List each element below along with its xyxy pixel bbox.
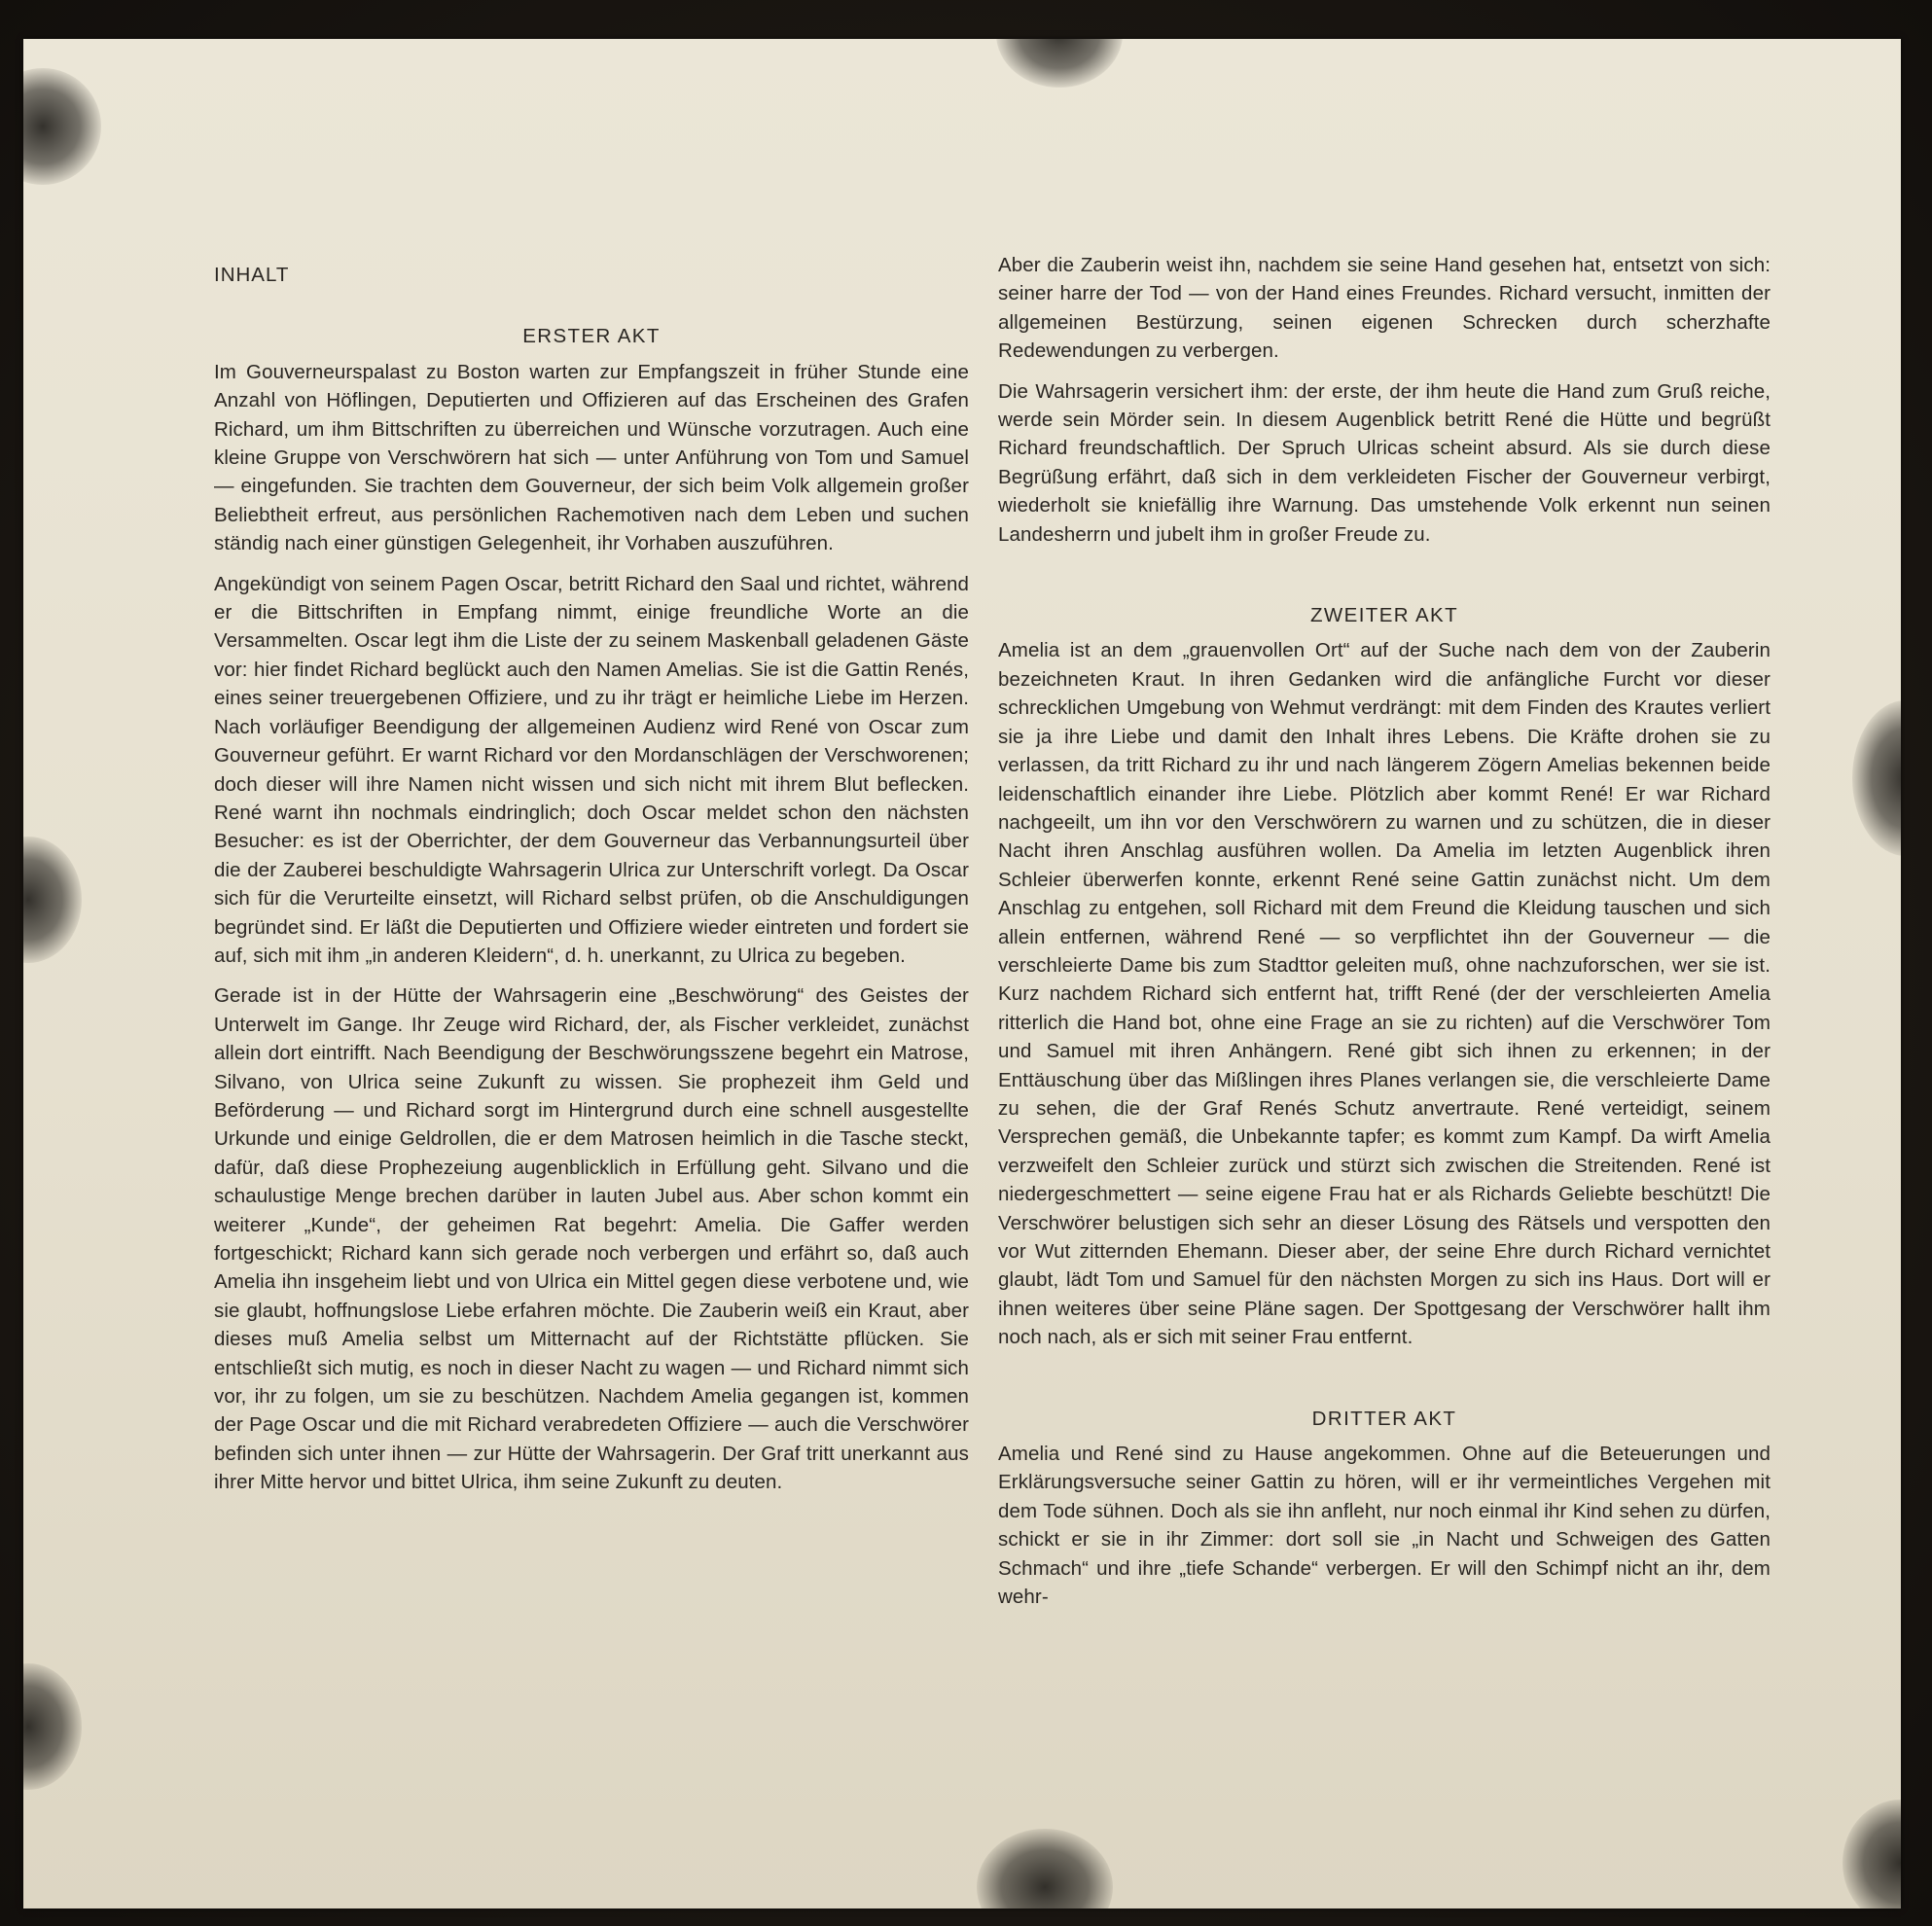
pin-shadow — [1852, 700, 1901, 856]
pin-shadow — [23, 1663, 82, 1790]
spacer — [998, 560, 1771, 601]
spacer — [998, 1364, 1771, 1405]
act-1-paragraph-2: Angekündigt von seinem Pagen Oscar, betritt Richard den Saal und richtet, während er die Bittschriften in Empfang nimmt, einige freundliche Worte an die Versammelten. Oscar legt ihm die Liste der zu seinem Maskenball geladenen Gäste vor: hier findet Richard beglückt auch den Namen Amelias. Sie ist die Gattin Renés, eines seiner treuergebenen Offiziere, und zu ihr trägt er heimliche Liebe im Herzen. Nach vorläufiger Beendigung der allgemeinen Audienz wird René von Oscar zum Gouverneur geführt. Er warnt Richard vor den Mordanschlägen der Verschworenen; doch dieser will ihre Namen nicht wissen und sich nicht mit ihrem Blut beflecken. René warnt ihn nochmals eindringlich; doch Oscar meldet schon den nächsten Besucher: es ist der Oberrichter, der dem Gouverneur das Verbannungsurteil über die der Zauberei beschuldigte Wahrsagerin Ulrica zur Unterschrift vorlegt. Da Oscar sich für die Verurteilte einsetzt, will Richard selbst prüfen, ob die Anschuldigungen begründet sind. Er läßt die Deputierten und Offiziere wieder eintreten und fordert sie auf, sich mit ihm „in anderen Kleidern“, d. h. unerkannt, zu Ulrica zu begeben. — [214, 572, 969, 967]
act-1-paragraph-4: Aber die Zauberin weist ihn, nachdem sie seine Hand gesehen hat, entsetzt von sich: seiner harre der Tod — von der Hand eines Freundes. Richard versucht, inmitten der allgemeinen Bestürzung, seinen eigenen Schrecken durch scherzhafte Redewendungen zu verbergen. — [998, 254, 1771, 363]
act-2-paragraph-1: Amelia ist an dem „grauenvollen Ort“ auf der Suche nach dem von der Zauberin bezeichneten Kraut. In ihren Gedanken wird die anfängliche Furcht vor dieser schrecklichen Umgebung von Wehmut verdrängt: mit dem Finden des Krautes verliert sie ja ihre Liebe und damit den Inhalt ihres Lebens. Die Kräfte drohen sie zu verlassen, da tritt Richard zu ihr und nach längerem Zögern Amelias bekennen beide leidenschaftlich einander ihre Liebe. Plötzlich aber kommt René! Er war Richard nachgeeilt, um ihn vor den Verschwörern zu warnen und zu schützen, die in dieser Nacht ihren Anschlag ausführen wollen. Da Amelia im letzten Augenblick ihren Schleier überwerfen konnte, erkennt René seine Gattin zunächst nicht. Um dem Anschlag zu entgehen, soll Richard mit dem Freund die Kleidung tauschen und sich allein entfernen, während René — so verpflichtet ihn der Gouverneur — die verschleierte Dame bis zum Stadttor geleiten muß, ohne nachzuforschen, wer sie ist. Kurz nachdem Richard sich entfernt hat, trifft René (der der verschleierten Amelia ritterlich die Hand bot, ohne eine Frage an sie zu richten) auf die Verschwörer Tom und Samuel mit ihren Anhängern. René gibt sich ihnen zu erkennen; in der Enttäuschung über das Mißlingen ihres Planes verlangen sie, die verschleierte Dame zu sehen, die der Graf Renés Schutz anvertraute. René verteidigt, seinem Versprechen gemäß, die Unbekannte tapfer; es kommt zum Kampf. Da wirft Amelia verzweifelt den Schleier zurück und stürzt sich zwischen die Streitenden. René ist niedergeschmettert — seine eigene Frau hat er als Richards Geliebte beschützt! Die Verschwörer belustigen sich sehr an dieser Lösung des Rätsels und verspotten den vor Wut zitternden Ehemann. Dieser aber, der seine Ehre durch Richard vernichtet glaubt, lädt Tom und Samuel für den nächsten Morgen zu sich ins Haus. Dort will er ihnen weiteres über seine Pläne sagen. Der Spottgesang der Verschwörer hallt ihm noch nach, als er sich mit seiner Frau entfernt. — [998, 639, 1771, 1349]
pin-shadow — [1843, 1800, 1901, 1908]
act-3-heading: DRITTER AKT — [1311, 1407, 1457, 1430]
pin-shadow — [23, 837, 82, 963]
act-1-paragraph-1: Im Gouverneurspalast zu Boston warten zur Empfangszeit in früher Stunde eine Anzahl von Höflingen, Deputierten und Offizieren auf das Erscheinen des Grafen Richard, um ihm Bittschriften zu überreichen und Wünsche vorzutragen. Auch eine kleine Gruppe von Verschwörern hat sich — unter Anführung von Tom und Samuel — eingefunden. Sie trachten dem Gouverneur, der sich beim Volk allgemein großer Beliebtheit erfreut, aus persönlichen Rachemotiven nach dem Leben und suchen ständig nach einer günstigen Gelegenheit, ihr Vorhaben auszuführen. — [214, 360, 969, 555]
act-2-heading: ZWEITER AKT — [1309, 604, 1459, 627]
act-1-paragraph-3: Gerade ist in der Hütte der Wahrsagerin eine „Beschwörung“ des Geistes der Unterwelt im Gange. Ihr Zeuge wird Richard, der, als Fischer verkleidet, zunächst allein dort eintrifft. Nach Beendigung der Beschwörungsszene begehrt ein Matrose, Silvano, von Ulrica seine Zukunft zu wissen. Sie prophezeit ihm Geld und Beförderung — und Richard sorgt im Hintergrund durch eine schnell ausgestellte Urkunde und einige Geldrollen, die er dem Matrosen heimlich in die Tasche steckt, dafür, daß diese Prophezeiung augenblicklich in Erfüllung geht. Silvano und die schaulustige Menge brechen darüber in lauten Jubel aus. Aber schon kommt ein weiterer „Kunde“, der geheimen Rat begehrt: Amelia. Die Gaffer werden fortgeschickt; Richard kann sich gerade noch verbergen und erfährt so, daß auch Amelia ihn insgeheim liebt und von Ulrica ein Mittel gegen diese verbotene und, wie sie glaubt, hoffnungslose Liebe erfahren möchte. Die Zauberin weiß ein Kraut, aber dieses muß Amelia selbst um Mitternacht auf der Richtstätte pflücken. Sie entschließt sich mutig, es noch in dieser Nacht zu wagen — und Richard nimmt sich vor, ihr zu folgen, um sie zu beschützen. Nachdem Amelia gegangen ist, kommen der Page Oscar und die mit Richard verabredeten Offiziere — auch die Verschwörer befinden sich unter ihnen — zur Hütte der Wahrsagerin. Der Graf tritt unerkannt aus ihrer Mitte hervor und bittet Ulrica, ihm seine Zukunft zu deuten. — [214, 984, 969, 1494]
pin-shadow — [977, 1829, 1113, 1908]
pin-shadow — [23, 68, 101, 185]
act-1-paragraph-5: Die Wahrsagerin versichert ihm: der erste, der ihm heute die Hand zum Gruß reiche, werde sein Mörder sein. In diesem Augenblick betritt René die Hütte und begrüßt Richard freundschaftlich. Der Spruch Ulricas scheint absurd. Als sie durch diese Begrüßung erfährt, daß sich in dem verkleideten Fischer der Gouverneur verbirgt, wiederholt sie kniefällig ihre Warnung. Das umstehende Volk erkennt nun seinen Landesherrn und jubelt ihm in großer Freude zu. — [998, 379, 1771, 546]
section-label: INHALT — [214, 264, 290, 286]
act-3-paragraph-1: Amelia und René sind zu Hause angekommen. Ohne auf die Beteuerungen und Erklärungsversuche seiner Gattin zu hören, will er ihr vermeintliches Vergehen mit dem Tode sühnen. Doch als sie ihn anfleht, nur noch einmal ihr Kind sehen zu dürfen, schickt er sie in ihr Zimmer: dort soll sie „in Nacht und Schweigen des Gatten Schmach“ und ihre „tiefe Schande“ verbergen. Er will den Schimpf nicht an ihr, dem wehr- — [998, 1443, 1771, 1609]
pin-shadow — [996, 39, 1123, 88]
booklet-page — [23, 39, 1901, 1908]
right-column — [998, 251, 1771, 1623]
act-1-heading: ERSTER AKT — [522, 325, 661, 348]
left-column — [214, 261, 969, 1509]
